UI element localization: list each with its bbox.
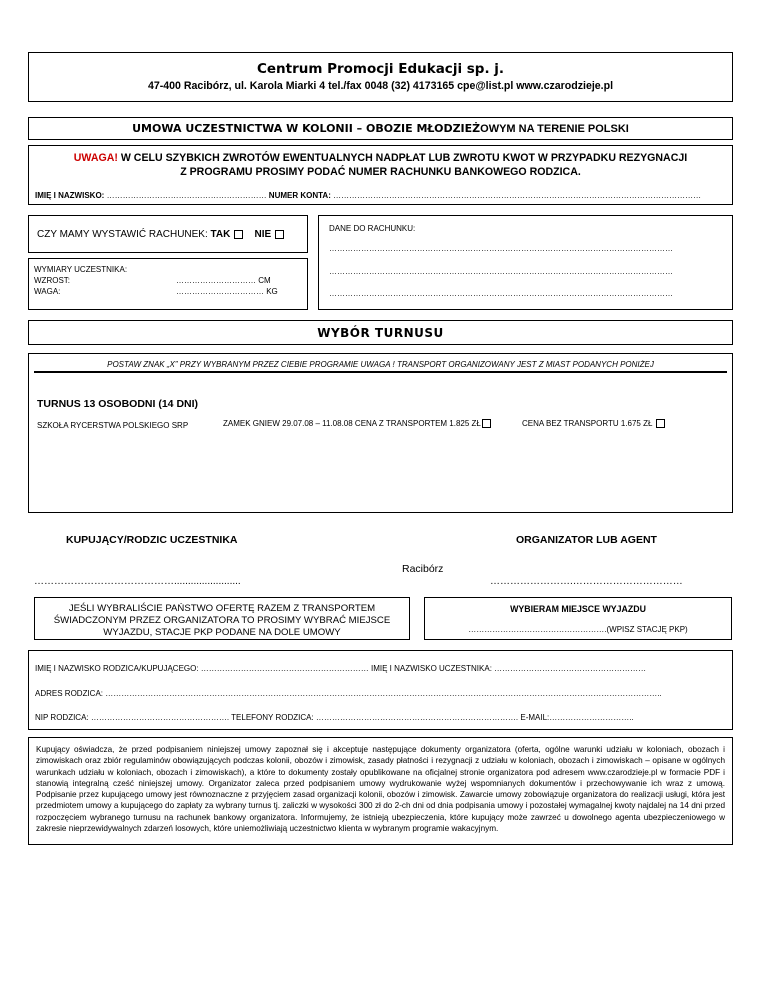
turnus-offer-row [223, 419, 491, 428]
measurements-title: WYMIARY UCZESTNIKA: [34, 265, 128, 274]
company-address: 47-400 Racibórz, ul. Karola Miarki 4 tel./fax 0048 (32) 4173165 cpe@list.pl www.czarodzieje.pl [147, 80, 614, 92]
weight-field[interactable]: …………………………… KG [176, 287, 278, 296]
height-label: WZROST: [34, 276, 70, 285]
notice-line-1 [29, 152, 732, 164]
contract-title-main: UMOWA UCZESTNICTWA W KOLONII – OBOZIE MŁODZIEŻ [132, 122, 481, 135]
height-field[interactable]: ………………………… CM [176, 276, 271, 285]
turnus-box [28, 353, 733, 513]
uwaga-label: UWAGA! [73, 152, 118, 164]
invoice-box [28, 215, 308, 253]
invoice-no-label: NIE [254, 229, 272, 240]
header-box [28, 52, 733, 102]
invoice-question: CZY MAMY WYSTAWIĆ RACHUNEK: [37, 229, 208, 240]
organizer-signature-line[interactable]: …………………….…………………………… [490, 576, 683, 587]
notice-text-1: W CELU SZYBKICH ZWROTÓW EWENTUALNYCH NADPŁAT LUB ZWROTU KWOT W PRZYPADKU REZYGNACJI [117, 152, 688, 164]
contract-title-box [28, 117, 733, 140]
instruction-divider [34, 371, 727, 373]
invoice-yes-label: TAK [210, 229, 231, 240]
name-account-row[interactable] [35, 191, 726, 200]
weight-label: WAGA: [34, 287, 61, 296]
parent-address-row[interactable]: ADRES RODZICA: ……………………………………………………………………………………………………………………………………………………………………………………….. [35, 689, 662, 698]
invoice-question-row [37, 229, 284, 240]
organizer-signature-label: ORGANIZATOR LUB AGENT [516, 534, 657, 546]
departure-title: WYBIERAM MIEJSCE WYJAZDU [510, 604, 646, 614]
invoice-no-checkbox[interactable] [275, 230, 284, 239]
transport-note-line-2: ŚWIADCZONYM PRZEZ ORGANIZATORA TO PROSIMY WYBRAĆ MIEJSCE [53, 615, 391, 626]
turnus-header: WYBÓR TURNUSU [317, 326, 444, 340]
departure-field[interactable]: …………………………………………….(WPISZ STACJĘ PKP) [468, 625, 688, 634]
declaration-text: Kupujący oświadcza, że przed podpisaniem niniejszej umowy zapoznał się i akceptuje następujące dokumenty organizatora (oferta, ogólne warunki udziału w koloniach, obozach i zimowiskach oraz zbiór regulaminów obowiązujących podczas kolonii, obozów i zimowisk, zasady płatności i rezygnacji z udziału w koloniach, obozach i zimowiskach – opisane w ogólnych warunkach udziału w koloniach, obozach i zimowiskach), a które to dokumenty zostały opublikowane na oficjalnej stronie organizatora pod adresem www.czarodzieje.pl w formacie PDF i stanowią integralną cześć niniejszej umowy. Organizator zaleca przed podpisaniem umowy wydrukowanie wyżej wspomnianych dokumentów i przechowywanie ich wraz z umową. Podpisanie przez kupującego umowy jest równoznaczne z przyjęciem zasad organizacji kolonii, obozów i zimowisk. Zawarcie umowy zobowiązuje organizatora do realizacji usługi, która jest przedmiotem umowy a kupującego do zapłaty za wybrany turnus tj. zaliczki w wysokości 300 zł do 2-ch dni od dnia podpisania umowy i pozostałej wymagalnej kwoty najdalej na 14 dni przed rozpoczęciem wybranego turnusu na rachunek bankowy organizatora. Informujemy, że istnieją ubezpieczenia, które kupujący może zawrzeć u dowolnego agenta ubezpieczeniowego w zakresie nieprzewidywalnych zdarzeń losowych, które uniemożliwiają uczestnictwo klienta w wybranym programie wakacyjnym. [36, 745, 725, 834]
contract-title [29, 122, 732, 135]
turnus-header-box [28, 320, 733, 345]
buyer-signature-label: KUPUJĄCY/RODZIC UCZESTNIKA [66, 534, 238, 546]
departure-box [424, 597, 732, 640]
city-label: Racibórz [402, 563, 444, 575]
billing-line-2[interactable]: ………………………………………………………………………………………………………………… [329, 267, 673, 276]
offer-without-transport-checkbox[interactable] [656, 419, 665, 428]
account-field[interactable]: ………………………………………………………………………………………………………………………… [333, 191, 702, 200]
turnus-school: SZKOŁA RYCERSTWA POLSKIEGO SRP [37, 421, 189, 430]
turnus-no-transport-row [522, 419, 665, 428]
billing-line-1[interactable]: ………………………………………………………………………………………………………………… [329, 244, 673, 253]
invoice-yes-checkbox[interactable] [234, 230, 243, 239]
instruction: POSTAW ZNAK „X” PRZY WYBRANYM PRZEZ CIEBIE PROGRAMIE UWAGA ! TRANSPORT ORGANIZOWANY JEST Z MIAST PODANYCH PONIŻEJ [107, 360, 654, 369]
notice-line-2: Z PROGRAMU PROSIMY PODAĆ NUMER RACHUNKU BANKOWEGO RODZICA. [180, 166, 581, 178]
contract-title-rest: OWYM NA TERENIE POLSKI [480, 123, 629, 135]
billing-line-3[interactable]: ………………………………………………………………………………………………………………… [329, 289, 673, 298]
transport-note-line-3: WYJAZDU, STACJE PKP PODANE NA DOLE UMOWY [103, 627, 341, 638]
company-name: Centrum Promocji Edukacji sp. j. [256, 61, 505, 77]
billing-box [318, 215, 733, 310]
buyer-signature-line[interactable]: ……………………………………........................ [34, 576, 241, 587]
parent-name-row[interactable]: IMIĘ I NAZWISKO RODZICA/KUPUJĄCEGO: ……………………………………………………… IMIĘ I NAZWISKO UCZESTNIKA: ………………………………………………… [35, 664, 647, 673]
details-box [28, 650, 733, 730]
turnus-no-transport: CENA BEZ TRANSPORTU 1.675 ZŁ [522, 419, 653, 428]
offer-with-transport-checkbox[interactable] [482, 419, 491, 428]
transport-note-line-1: JEŚLI WYBRALIŚCIE PAŃSTWO OFERTĘ RAZEM Z TRANSPORTEM [68, 603, 376, 614]
notice-box [28, 145, 733, 205]
turnus-offer: ZAMEK GNIEW 29.07.08 – 11.08.08 CENA Z TRANSPORTEM 1.825 ZŁ [223, 419, 481, 428]
declaration-box [28, 737, 733, 845]
parent-contact-row[interactable]: NIP RODZICA: ……………………………………………. TELEFONY RODZICA: …………………………………………………………………. E-MAIL:………………………….. [35, 713, 634, 722]
measurements-box [28, 258, 308, 310]
turnus-title: TURNUS 13 OSOBODNI (14 DNI) [37, 398, 199, 410]
name-label: IMIĘ I NAZWISKO: [35, 191, 105, 200]
account-label: NUMER KONTA: [268, 191, 331, 200]
transport-note-box [34, 597, 410, 640]
billing-title: DANE DO RACHUNKU: [329, 224, 416, 233]
name-field[interactable]: …………………………………………………… [106, 191, 267, 200]
